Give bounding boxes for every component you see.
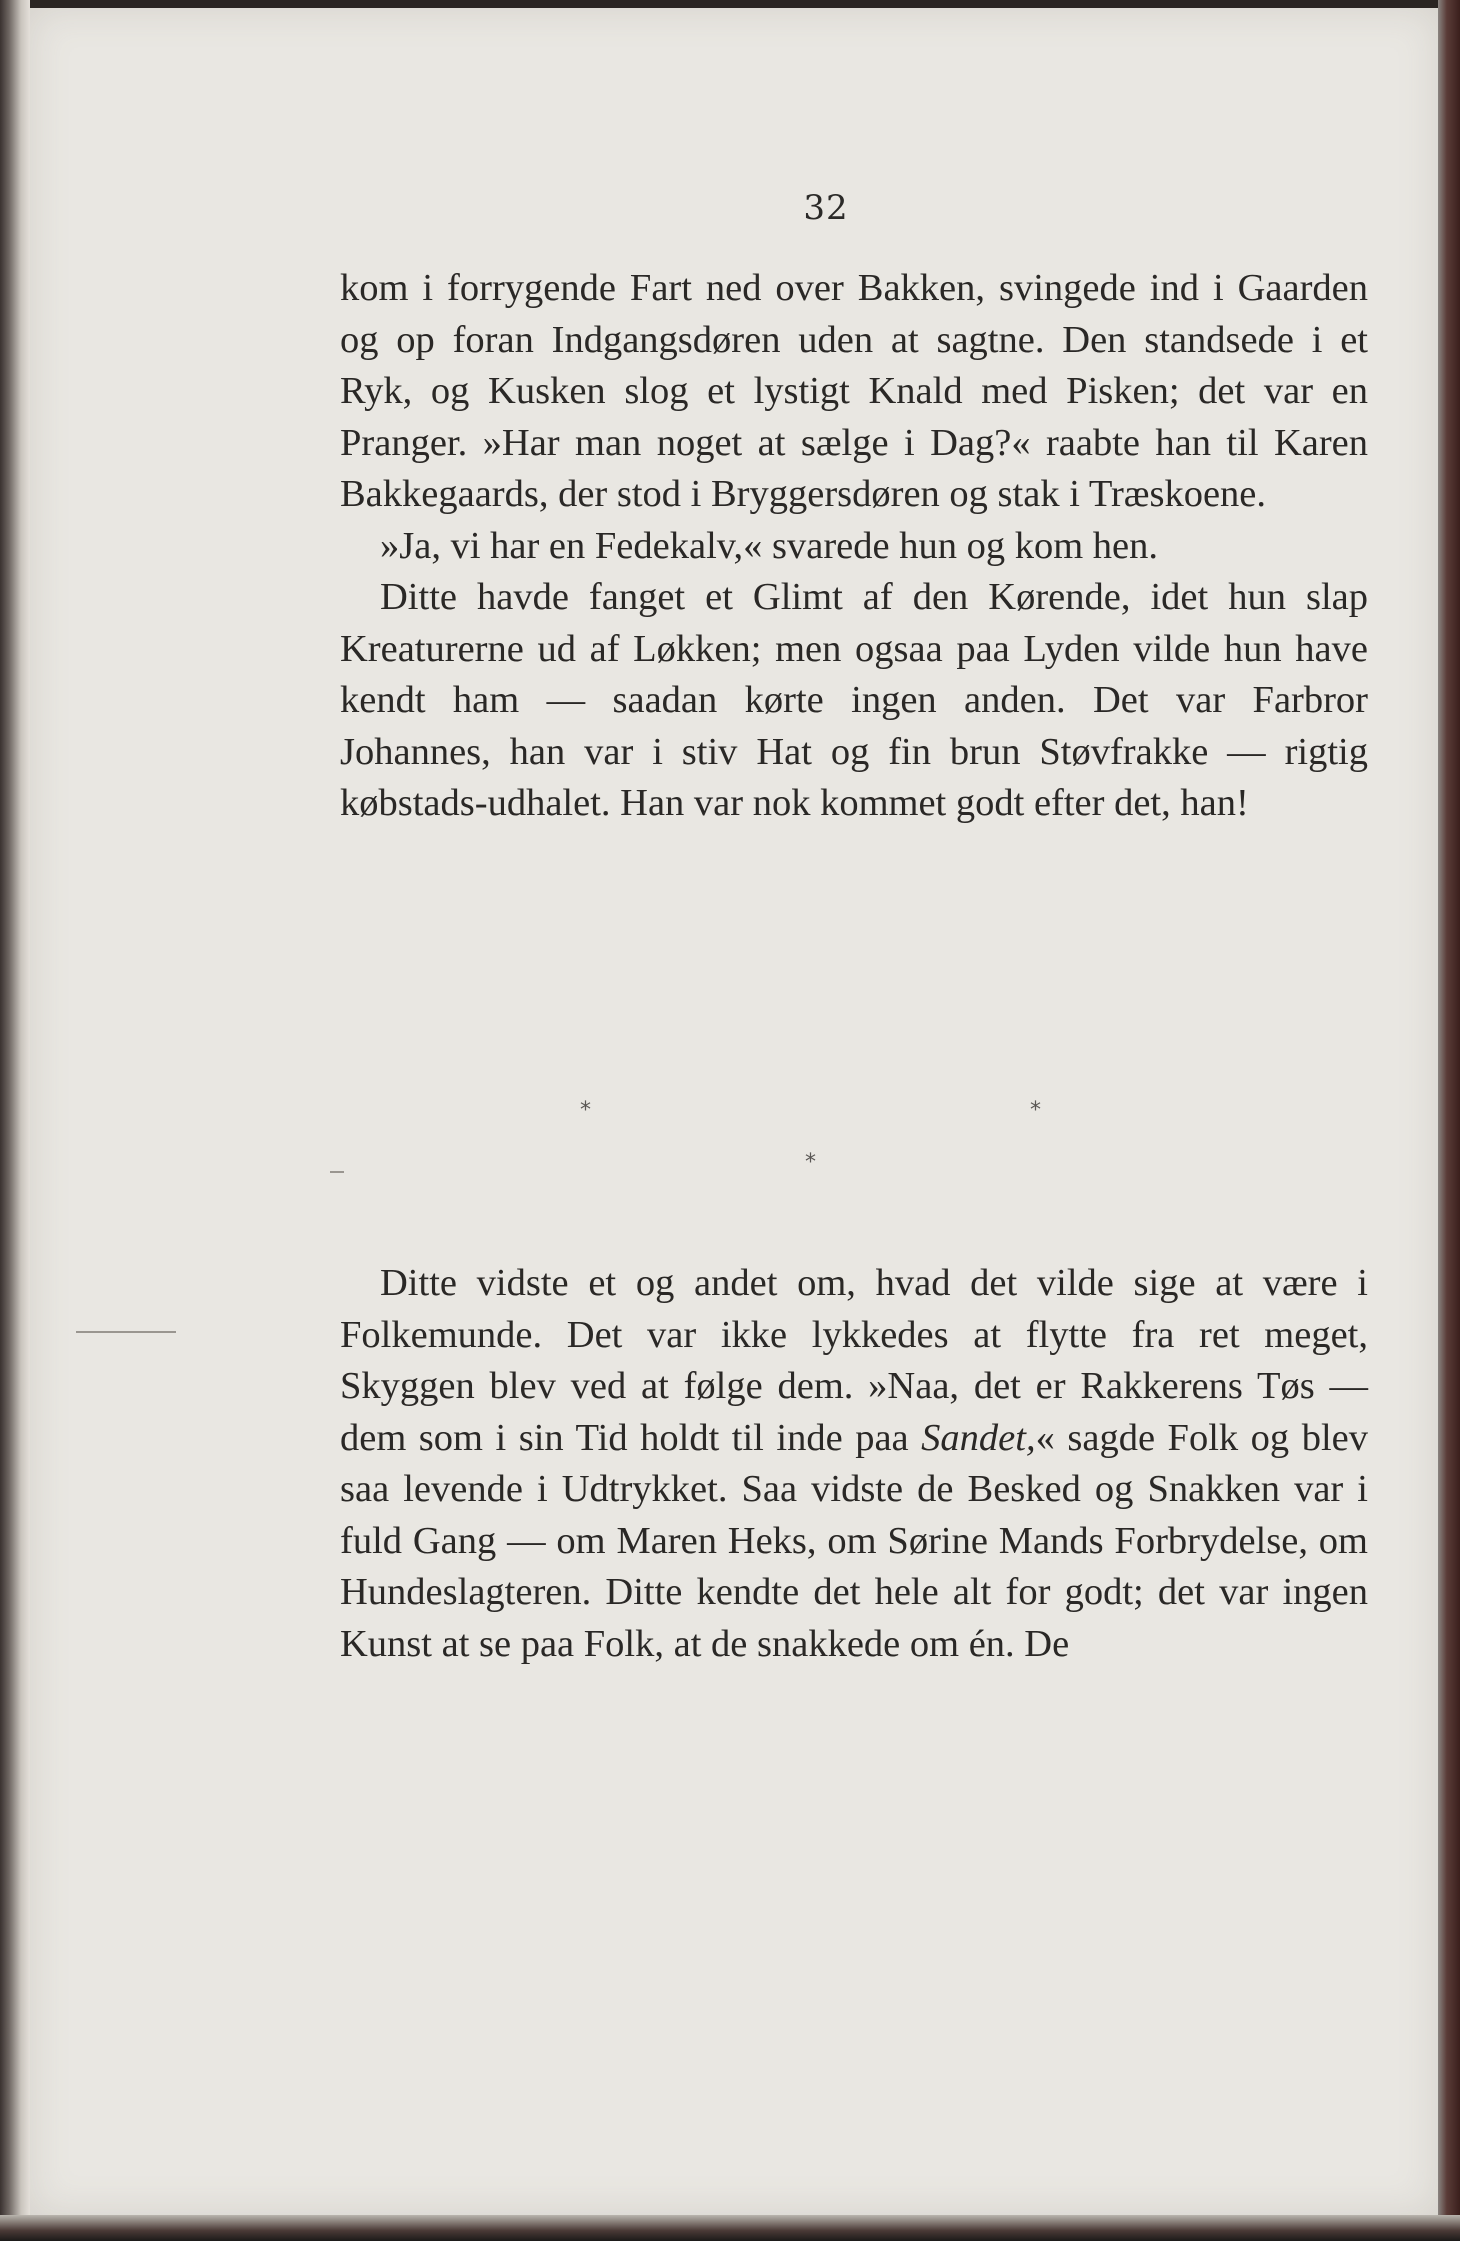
book-spine [0,0,30,2241]
page-number: 32 [803,188,849,228]
paragraph-4-text-b: « sagde Folk og blev saa levende i Udtrykket. Saa vidste de Besked og Snakken var i fuld Gang — om Maren Heks, om Sørine Mands Forbrydelse, om Hundeslagteren. Ditte kendte det hele alt for godt; det var ingen Kunst at se paa Folk, at de snakkede om én. De [340,1416,1368,1665]
paper-page [30,8,1438,2215]
asterisk-center: * [805,1150,816,1175]
paragraph-4-italic: Sandet, [921,1416,1036,1459]
text-section-1 [340,263,1368,830]
paragraph-4 [340,1258,1368,1670]
paragraph-1: kom i forrygende Fart ned over Bakken, svingede ind i Gaarden og op foran Indgangsdøren uden at sagtne. Den standsede i et Ryk, og Kusken slog et lystigt Knald med Pisken; det var en Pranger. »Har man noget at sælge i Dag?« raabte han til Karen Bakkegaards, der stod i Bryggersdøren og stak i Træskoene. [340,267,1368,515]
margin-dash-mark [330,1171,344,1173]
text-section-2 [340,1258,1368,1670]
asterisk-right: * [1030,1098,1041,1123]
book-edge-bottom [0,2215,1460,2241]
paragraph-3: Ditte havde fanget et Glimt af den Kørende, idet hun slap Kreaturerne ud af Løkken; men ogsaa paa Lyden vilde hun have kendt ham — saadan kørte ingen anden. Det var Farbror Johannes, han var i stiv Hat og fin brun Støvfrakke — rigtig købstads-udhalet. Han var nok kommet godt efter det, han! [340,576,1368,824]
paragraph-4-text-a: Ditte vidste et og andet om, hvad det vilde sige at være i Folkemunde. Det var ikke lykkedes at flytte fra ret meget, Skyggen blev ved at følge dem. »Naa, det er Rakkerens Tøs — dem som i sin Tid holdt til inde paa [340,1262,1368,1459]
paragraph-2: »Ja, vi har en Fedekalv,« svarede hun og kom hen. [380,524,1158,567]
asterisk-left: * [580,1098,591,1123]
margin-line-mark [76,1331,176,1333]
book-edge-right [1438,0,1460,2241]
